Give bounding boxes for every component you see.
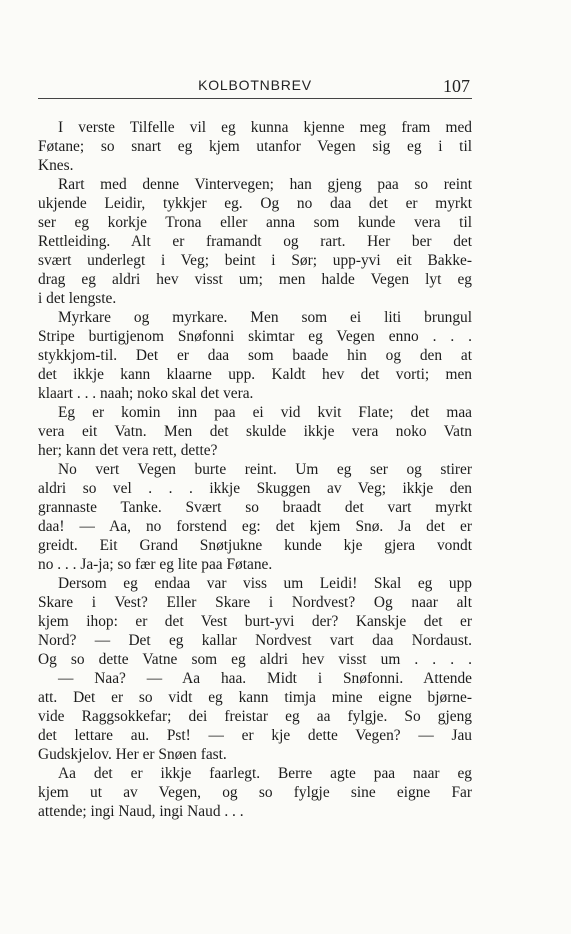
text-line: Stripe burtigjenom Snøfonni skimtar eg Vegen enno . . .	[38, 328, 472, 345]
text-line: Myrkare og myrkare. Men som ei liti brungul	[58, 309, 472, 326]
text-line: Gudskjelov. Her er Snøen fast.	[38, 746, 227, 763]
text-line: attende; ingi Naud, ingi Naud . . .	[38, 803, 244, 820]
text-line: det lettare au. Pst! — er kje dette Vegen? — Jau	[38, 727, 472, 744]
text-line: daa! — Aa, no forstend eg: det kjem Snø. Ja det er	[38, 518, 472, 535]
text-line: no . . . Ja-ja; so fær eg lite paa Føtane.	[38, 556, 273, 573]
text-line: ser eg korkje Trona eller anna som kunde vera til	[38, 214, 472, 231]
running-title: KOLBOTNBREV	[198, 77, 312, 93]
text-line: svært underlegt i Veg; beint i Sør; upp-yvi eit Bakke-	[38, 252, 472, 269]
text-line: det ikkje kann klaarne upp. Kaldt hev det vorti; men	[38, 366, 472, 383]
text-line: klaart . . . naah; noko skal det vera.	[38, 385, 254, 402]
text-line: Føtane; so snart eg kjem utanfor Vegen sig eg i til	[38, 138, 472, 155]
page-number: 107	[443, 76, 470, 96]
text-line: Eg er komin inn paa ei vid kvit Flate; det maa	[58, 404, 472, 421]
text-line: — Naa? — Aa haa. Midt i Snøfonni. Attende	[58, 670, 472, 687]
text-line: ukjende Leidir, tykkjer eg. Og no daa det er myrkt	[38, 195, 472, 212]
text-line: stykkjom-til. Det er daa som baade hin og den at	[38, 347, 472, 364]
body-text	[38, 118, 472, 821]
text-line: Dersom eg endaa var viss um Leidi! Skal eg upp	[58, 575, 472, 592]
text-line: Og so dette Vatne som eg aldri hev visst um . . . .	[38, 651, 472, 668]
page-header	[38, 74, 472, 99]
text-line: drag eg aldri hev visst um; men halde Vegen lyt eg	[38, 271, 472, 288]
text-line: aldri so vel . . . ikkje Skuggen av Veg; ikkje den	[38, 480, 472, 497]
text-line: kjem ut av Vegen, og so fylgje sine eigne Far	[38, 784, 472, 801]
text-line: No vert Vegen burte reint. Um eg ser og stirer	[58, 461, 472, 478]
text-line: I verste Tilfelle vil eg kunna kjenne meg fram med	[58, 119, 472, 136]
text-line: Nord? — Det eg kallar Nordvest vart daa Nordaust.	[38, 632, 472, 649]
text-line: vide Raggsokkefar; dei freistar eg aa fylgje. So gjeng	[38, 708, 472, 725]
text-line: vera eit Vatn. Men det skulde ikkje vera noko Vatn	[38, 423, 472, 440]
text-line: greidt. Eit Grand Snøtjukne kunde kje gjera vondt	[38, 537, 472, 554]
text-line: att. Det er so vidt eg kann timja mine eigne bjørne-	[38, 689, 472, 706]
text-line: Rettleiding. Alt er framandt og rart. Her ber det	[38, 233, 472, 250]
text-line: kjem ihop: er det Vest burt-yvi der? Kanskje det er	[38, 613, 472, 630]
text-line: Rart med denne Vintervegen; han gjeng paa so reint	[58, 176, 472, 193]
text-line: Skare i Vest? Eller Skare i Nordvest? Og naar alt	[38, 594, 472, 611]
text-line: grannaste Tanke. Svært so braadt det vart myrkt	[38, 499, 472, 516]
text-line: Knes.	[38, 157, 74, 174]
text-line: i det lengste.	[38, 290, 117, 307]
text-line: Aa det er ikkje faarlegt. Berre agte paa naar eg	[58, 765, 472, 782]
text-line: her; kann det vera rett, dette?	[38, 442, 218, 459]
